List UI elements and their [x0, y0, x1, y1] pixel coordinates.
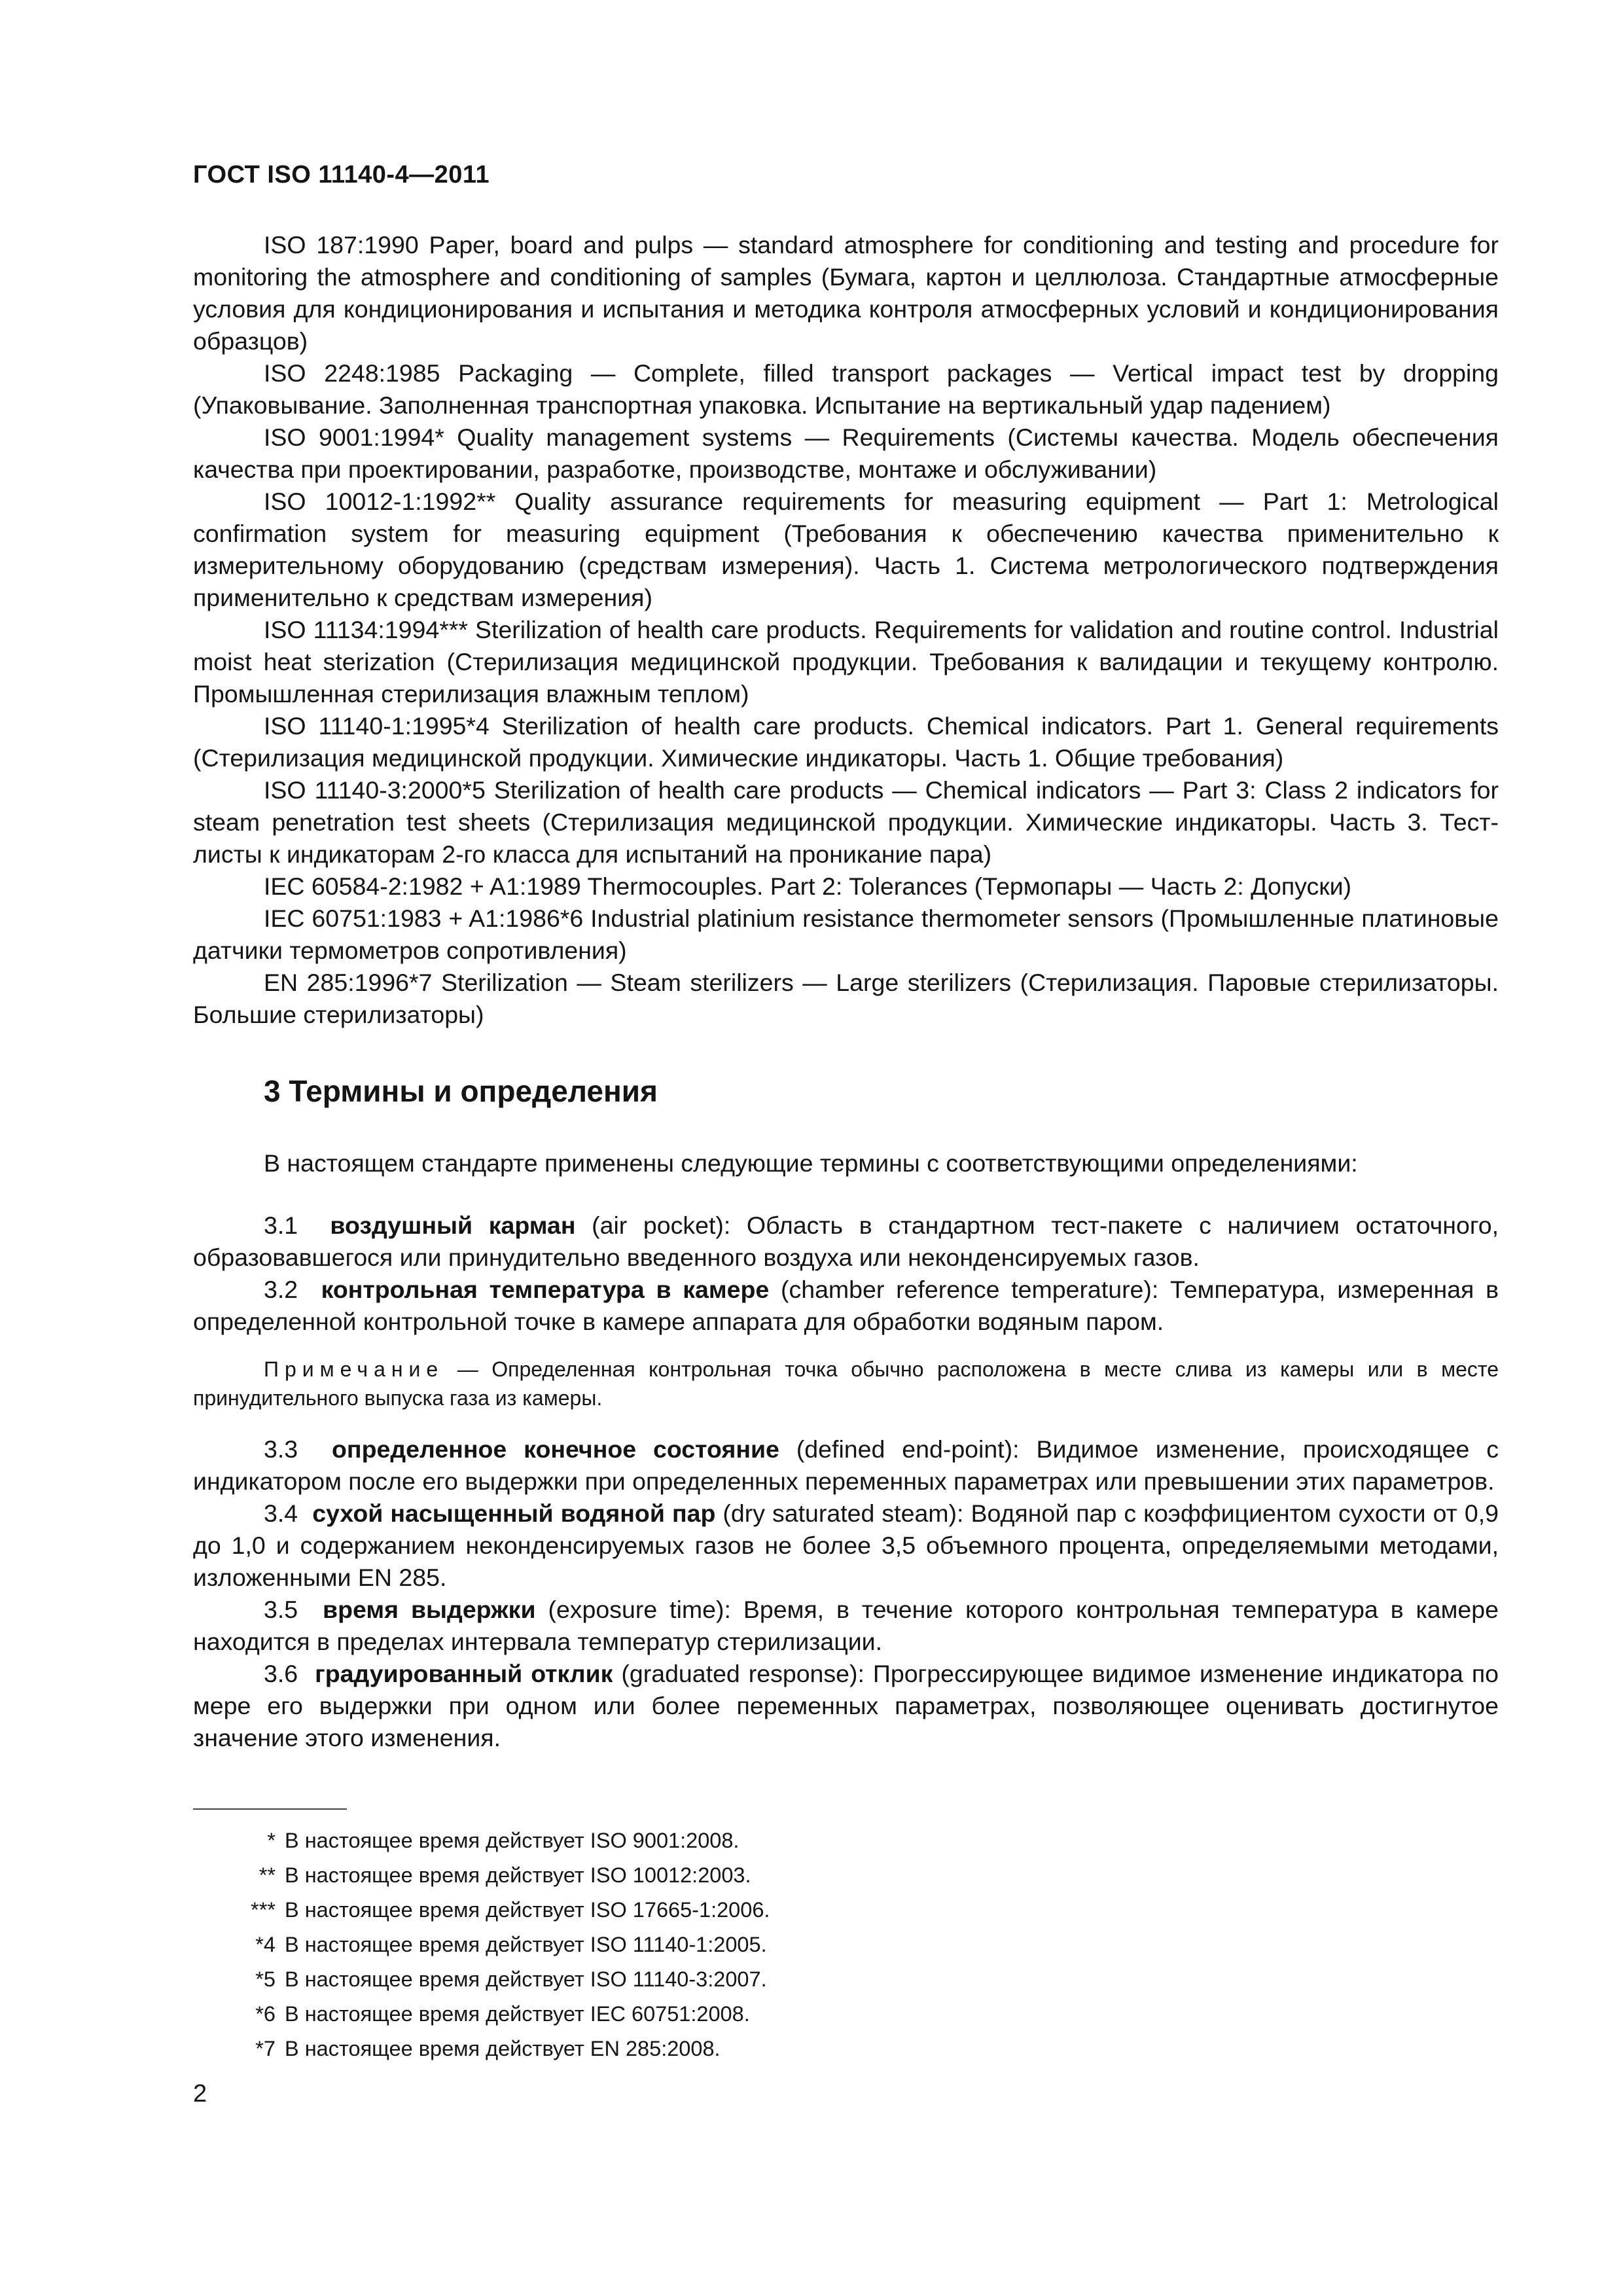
term-number: 3.4: [264, 1499, 298, 1527]
reference-item: ISO 187:1990 Paper, board and pulps — standard atmosphere for conditioning and testing and procedure for monitoring the atmosphere and conditioning of samples (Бумага, картон и целлюлоза. Стандартные атмосферные условия для кондиционирования и испытания и методика контроля атмосферных условий и кондиционирования образцов): [193, 231, 1499, 355]
footnote-mark: *4: [255, 1933, 276, 1956]
section-title: 3 Термины и определения: [264, 1074, 658, 1108]
term-item: [193, 1658, 1499, 1754]
reference-item: IEC 60584-2:1982 + A1:1989 Thermocouples. Part 2: Tolerances (Термопары — Часть 2: Допуски): [264, 872, 1352, 900]
footnote-item: [193, 1997, 1109, 2032]
reference-item: ISO 2248:1985 Packaging — Complete, filled transport packages — Vertical impact test by dropping (Упаковывание. Заполненная транспортная упаковка. Испытание на вертикальный удар падением): [193, 359, 1499, 419]
term-number: 3.1: [264, 1211, 298, 1239]
footnote-text: В настоящее время действует IEC 60751:2008.: [285, 2002, 750, 2026]
note-text: — Определенная контрольная точка обычно расположена в месте слива из камеры или в месте принудительного выпуска газа из камеры.: [193, 1357, 1499, 1410]
intro-text: В настоящем стандарте применены следующие термины с соответствующими определениями:: [264, 1149, 1358, 1177]
footnote-mark: *6: [255, 2002, 276, 2026]
footnote-item: [193, 1962, 1109, 1997]
term-item: [193, 1274, 1499, 1338]
footnote-mark: *7: [255, 2037, 276, 2060]
document-header: ГОСТ ISO 11140-4—2011: [193, 161, 490, 188]
footnote-item: [193, 1823, 1109, 1858]
term-definition: (exposure time): Время, в течение которого контрольная температура в камере находится в пределах интервала температур стерилизации.: [193, 1596, 1499, 1655]
term-name: контрольная температура в камере: [321, 1276, 770, 1303]
term-number: 3.2: [264, 1276, 298, 1303]
footnote-text: В настоящее время действует ISO 17665-1:2006.: [285, 1898, 770, 1922]
footnote-item: [193, 2032, 1109, 2066]
terms-list-1: [193, 1210, 1499, 1338]
page-number: 2: [193, 2080, 207, 2108]
footnote-mark: ***: [251, 1898, 276, 1922]
term-definition: (dry saturated steam): Водяной пар с коэффициентом сухости от 0,9 до 1,0 и содержанием неконденсируемых газов не более 3,5 объемного процента, определяемыми методами, изложенными EN 285.: [193, 1499, 1499, 1591]
term-definition: (graduated response): Прогрессирующее видимое изменение индикатора по мере его выдержки при одном или более переменных параметрах, позволяющее оценивать достигнутое значение этого изменения.: [193, 1660, 1499, 1751]
term-name: сухой насыщенный водяной пар: [312, 1499, 716, 1527]
note-label: Примечание: [264, 1357, 444, 1381]
footnote-text: В настоящее время действует ISO 11140-3:2007.: [285, 1967, 767, 1991]
reference-item: ISO 9001:1994* Quality management systems — Requirements (Системы качества. Модель обеспечения качества при проектировании, разработке, производстве, монтаже и обслуживании): [193, 423, 1499, 483]
footnote-mark: **: [259, 1863, 276, 1887]
term-name: время выдержки: [323, 1596, 536, 1623]
footnote-text: В настоящее время действует ISO 11140-1:2005.: [285, 1933, 767, 1956]
references-list: [193, 229, 1499, 1031]
term-item: [193, 1210, 1499, 1274]
footnote-divider: [193, 1808, 347, 1810]
footnote-mark: *: [267, 1829, 276, 1852]
term-number: 3.3: [264, 1435, 298, 1463]
term-item: [193, 1433, 1499, 1498]
term-number: 3.5: [264, 1596, 298, 1623]
term-name: градуированный отклик: [315, 1660, 613, 1687]
footnote-item: [193, 1928, 1109, 1962]
reference-item: EN 285:1996*7 Sterilization — Steam sterilizers — Large sterilizers (Стерилизация. Паровые стерилизаторы. Большие стерилизаторы): [193, 969, 1499, 1028]
reference-item: ISO 10012-1:1992** Quality assurance requirements for measuring equipment — Part 1: Metrological confirmation system for measuring equipment (Требования к обеспечению качества применительно к измерительному оборудованию (средствам измерения). Часть 1. Система метрологического подтверждения применительно к средствам измерения): [193, 488, 1499, 611]
term-item: [193, 1594, 1499, 1658]
term-name: воздушный карман: [330, 1211, 576, 1239]
reference-item: ISO 11134:1994*** Sterilization of health care products. Requirements for validation and routine control. Industrial moist heat sterization (Стерилизация медицинской продукции. Требования к валидации и текущему контролю. Промышленная стерилизация влажным теплом): [193, 616, 1499, 708]
term-definition: (chamber reference temperature): Температура, измеренная в определенной контрольной точке в камере аппарата для обработки водяным паром.: [193, 1276, 1499, 1335]
term-definition: (air pocket): Область в стандартном тест-пакете с наличием остаточного, образовавшегося или принудительно введенного воздуха или неконденсируемых газов.: [193, 1211, 1499, 1271]
term-definition: (defined end-point): Видимое изменение, происходящее с индикатором после его выдержки при определенных переменных параметрах или превышении этих параметров.: [193, 1435, 1499, 1495]
footnote-text: В настоящее время действует ISO 9001:2008.: [285, 1829, 740, 1852]
terms-list-2: [193, 1433, 1499, 1754]
footnotes: [193, 1823, 1109, 2066]
note-block: [193, 1355, 1499, 1412]
footnote-item: [193, 1893, 1109, 1928]
term-number: 3.6: [264, 1660, 298, 1687]
reference-item: IEC 60751:1983 + A1:1986*6 Industrial platinium resistance thermometer sensors (Промышленные платиновые датчики термометров сопротивления): [193, 905, 1499, 964]
section-intro: [193, 1147, 1499, 1179]
footnote-mark: *5: [255, 1967, 276, 1991]
term-name: определенное конечное состояние: [332, 1435, 779, 1463]
footnote-text: В настоящее время действует EN 285:2008.: [285, 2037, 721, 2060]
reference-item: ISO 11140-3:2000*5 Sterilization of health care products — Chemical indicators — Part 3: Class 2 indicators for steam penetration test sheets (Стерилизация медицинской продукции. Химические индикаторы. Часть 3. Тест-листы к индикаторам 2-го класса для испытаний на проникание пара): [193, 776, 1499, 868]
footnote-item: [193, 1858, 1109, 1893]
footnote-text: В настоящее время действует ISO 10012:2003.: [285, 1863, 751, 1887]
reference-item: ISO 11140-1:1995*4 Sterilization of health care products. Chemical indicators. Part 1. General requirements (Стерилизация медицинской продукции. Химические индикаторы. Часть 1. Общие требования): [193, 712, 1499, 772]
term-item: [193, 1498, 1499, 1594]
